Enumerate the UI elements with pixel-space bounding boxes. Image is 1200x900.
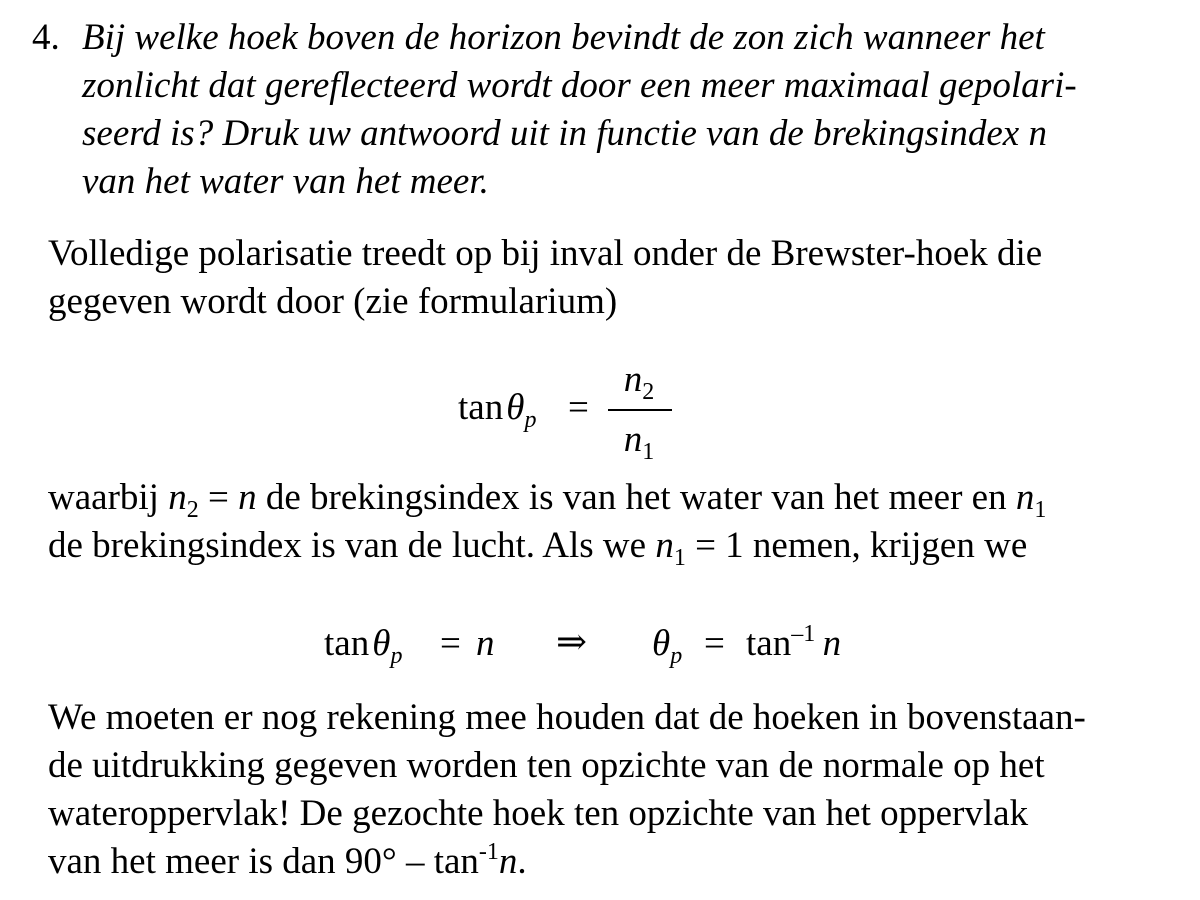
eq1-num-sub: 2 <box>642 379 655 405</box>
question-line-1: Bij welke hoek boven de horizon bevindt de zon zich wanneer het <box>82 17 1045 58</box>
eq1-num-var: n <box>623 359 643 400</box>
question-line-4: van het water van het meer. <box>82 161 489 202</box>
where2-sub-1: 1 <box>673 545 686 571</box>
eq2-arctan <box>746 622 841 665</box>
eq2-theta: θ <box>372 623 391 664</box>
eq2-equals: = <box>440 623 461 664</box>
eq2-rhs-n-2: n <box>822 623 842 664</box>
eq2-tan-2: tan <box>746 623 792 664</box>
eq2-theta-2-sub: p <box>670 643 683 669</box>
conclusion-line-2: de uitdrukking gegeven worden ten opzichte van de normale op het <box>48 745 1045 786</box>
where1-text-2: = <box>198 477 239 518</box>
where1-text-3: de brekingsindex is van het water van het meer en <box>256 477 1016 518</box>
eq2-inverse-sup: –1 <box>791 621 816 647</box>
conclusion-line-1: We moeten er nog rekening mee houden dat de hoeken in bovenstaan- <box>48 697 1086 738</box>
where1-sub-2: 2 <box>186 497 199 523</box>
where1-var-n2: n <box>168 477 187 518</box>
question-line-2: zonlicht dat gereflecteerd wordt door een meer maximaal gepolari- <box>82 65 1077 106</box>
eq2-theta-p <box>652 622 683 669</box>
intro-line-1: Volledige polarisatie treedt op bij inval onder de Brewster-hoek die <box>48 233 1043 274</box>
conclusion-line-4 <box>48 838 527 886</box>
where1-text-1: waarbij <box>48 477 169 518</box>
where1-sub-1: 1 <box>1034 497 1047 523</box>
eq1-theta-sub: p <box>524 407 537 433</box>
eq2-rhs-n: n <box>476 623 495 664</box>
question-number: 4. <box>32 17 60 58</box>
question-line-3: seerd is? Druk uw antwoord uit in functie van de brekingsindex n <box>82 113 1047 154</box>
eq1-equals: = <box>568 387 589 428</box>
where2-var-n1: n <box>655 525 674 566</box>
where2-text-1: de brekingsindex is van de lucht. Als we <box>48 525 656 566</box>
eq1-numerator <box>606 358 672 405</box>
brewster-equation-lhs <box>458 386 537 433</box>
conclusion-line-3: wateroppervlak! De gezochte hoek ten opzichte van het oppervlak <box>48 793 1029 834</box>
eq1-theta: θ <box>506 387 525 428</box>
eq1-denominator <box>606 418 672 465</box>
where-line-2 <box>48 522 1027 570</box>
eq2-equals-2: = <box>704 623 725 664</box>
fraction-bar <box>608 409 672 411</box>
where2-text-2: = 1 nemen, krijgen we <box>685 525 1028 566</box>
where-line-1 <box>48 474 1046 522</box>
final-text-1: van het meer is dan 90° – tan <box>48 841 479 882</box>
intro-line-2: gegeven wordt door (zie formularium) <box>48 281 618 322</box>
where1-var-n: n <box>238 477 257 518</box>
eq1-den-var: n <box>623 419 643 460</box>
eq1-tan: tan <box>458 387 504 428</box>
where1-var-n1: n <box>1015 477 1035 518</box>
eq2-theta-sub: p <box>390 643 403 669</box>
eq2-theta-2: θ <box>652 623 671 664</box>
implies-arrow: ⇒ <box>556 622 588 663</box>
eq2-tan: tan <box>324 623 370 664</box>
eq2-lhs <box>324 622 403 669</box>
final-inverse-sup: -1 <box>478 839 499 865</box>
final-var-n: n <box>498 841 518 882</box>
eq1-den-sub: 1 <box>642 439 655 465</box>
final-period: . <box>517 841 527 882</box>
